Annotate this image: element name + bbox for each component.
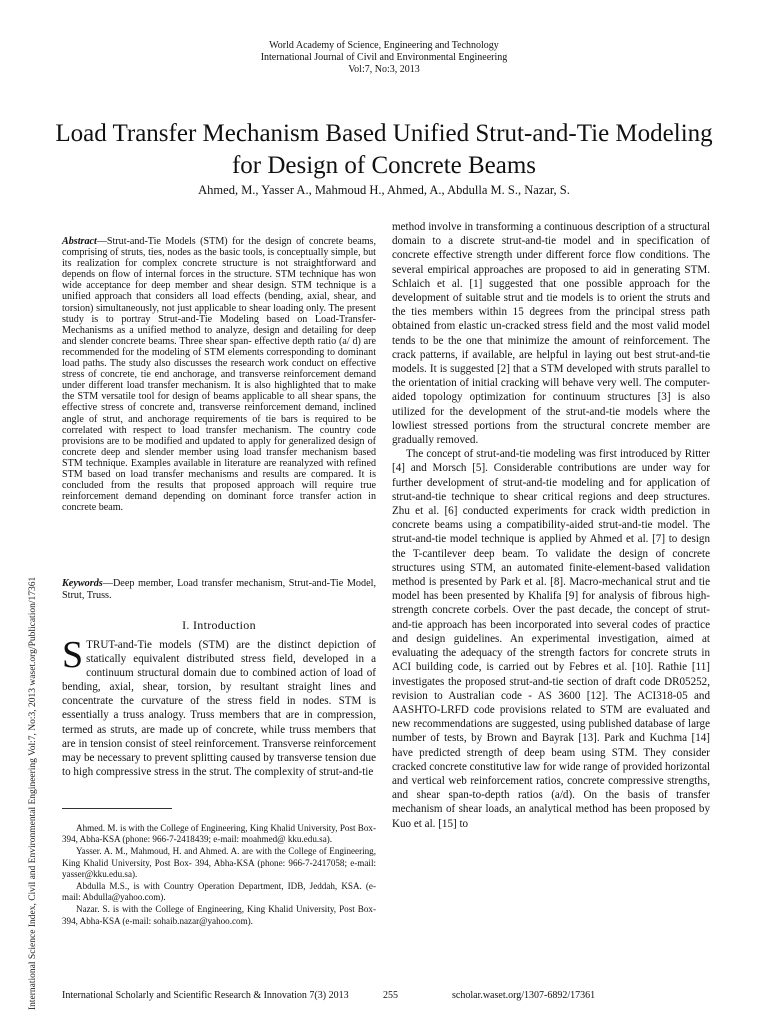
footnotes <box>62 823 376 928</box>
footnote-divider <box>62 808 172 809</box>
paper-title: Load Transfer Mechanism Based Unified Strut-and-Tie Modeling for Design of Concrete Beams <box>55 120 713 179</box>
footer-page-number: 255 <box>383 990 398 1001</box>
keywords-text: —Deep member, Load transfer mechanism, Strut-and-Tie Model, Strut, Truss. <box>62 578 376 601</box>
author-list: Ahmed, M., Yasser A., Mahmoud H., Ahmed, A., Abdulla M. S., Nazar, S. <box>198 183 570 197</box>
footnote: Nazar. S. is with the College of Engineering, King Khalid University, Post Box- 394, Abha-KSA (e-mail: sohaib.nazar@yahoo.com). <box>62 904 376 926</box>
header-line-3: Vol:7, No:3, 2013 <box>348 64 420 75</box>
side-index-text: International Science Index, Civil and Environmental Engineering Vol:7, No:3, 2013 waset.org/Publication/17361 <box>28 576 38 1010</box>
footnote: Yasser. A. M., Mahmoud, H. and Ahmed. A. are with the College of Engineering, King Khalid University, Post Box- 394, Abha-KSA (phone: 966-7-2417058; e-mail: yasser@kku.edu.sa). <box>62 846 376 879</box>
section-heading-introduction: I. Introduction <box>182 618 256 632</box>
right-column <box>392 220 710 831</box>
footer-url[interactable]: scholar.waset.org/1307-6892/17361 <box>452 990 596 1001</box>
header-line-2: International Journal of Civil and Environmental Engineering <box>260 52 508 63</box>
keywords <box>62 578 376 602</box>
introduction-text: TRUT-and-Tie models (STM) are the distinct depiction of statically equivalent distributed stress field, developed in a continuum structural domain due to combined action of load of bending, axial, shear, torsion, by resultant straight lines and concentrate the curvature of the stress field in nodes. STM is essentially a truss analogy. Truss members that are in compression, termed as struts, are made up of concrete, while truss members that are in tension consist of steel reinforcement. Transverse reinforcement may be necessary to prevent splitting caused by transverse tension due to high compressive stress in the strut. The complexity of strut-and-tie <box>62 639 376 778</box>
abstract-text: —Strut-and-Tie Models (STM) for the design of concrete beams, comprising of struts, ties, nodes as the basic tools, is conceptually simple, but its realization for complex concrete structure is not straightforward and depends on flow of internal forces in the structure. STM technique has won wide acceptance for deep member and shear design. STM technique is a unified approach that considers all load effects (bending, axial, shear, and torsion) simultaneously, not just applicable to shear loading only. The present study is to portray Strut-and-Tie Modeling based on Load-Transfer-Mechanisms as a unified method to analyze, design and detailing for deep and slender concrete beams. Three shear span- effective depth ratio (a/ d) are recommended for the modeling of STM elements corresponding to dominant load paths. The study also discusses the research work conduct on effective stress of concrete, tie end anchorage, and transverse reinforcement demand under different load transfer mechanism. It is also highlighted that to make the STM versatile tool for design of beams applicable to all shear spans, the effective stress of concrete and, transverse reinforcement demand, inclined angle of strut, and anchorage requirements of tie bars is required to be correlated with respect to load transfer mechanism. The country code provisions are to be modified and updated to apply for generalized design of concrete deep and slender member using load transfer mechanism based STM technique. Examples available in literature are reanalyzed with refined STM based on load transfer mechanisms and results are compared. It is concluded from the results that proposed approach will require true reinforcement demand depending on dominant force transfer action in concrete beam. <box>62 236 376 514</box>
header-line-1: World Academy of Science, Engineering and Technology <box>269 40 499 51</box>
journal-header <box>0 40 768 76</box>
right-paragraph-2: The concept of strut-and-tie modeling was first introduced by Ritter [4] and Morsch [5]. Considerable contributions are under way for further development of strut-and-tie modeling and for application of strut-and-tie technique to shear critical regions and deep structures. Zhu et al. [6] conducted experiments for crack width prediction in concrete beams using a compatibility-aided strut-and-tie model. The strut-and-tie model technique is applied by Ahmed et al. [7] to design the T-cantilever deep beam. To validate the design of concrete structures using STM, an automated finite-element-based validation method is presented by Park et al. [8]. Macro-mechanical strut and tie model has been presented by Khalifa [9] for analysis of fibrous high-strength concrete corbels. Over the past decade, the concept of strut-and-tie approach has been incorporated into several codes of practice and design guidelines. An experimental investigation, aimed at evaluating the adequacy of the strength factors for concrete struts in ACI building code, is carried out by Febres et al. [10]. Rathie [11] investigates the proposed strut-and-tie section of draft code DR05252, revision to Australian code - AS 3600 [12]. The ACI318-05 and AASHTO-LRFD code provisions related to STM are evaluated and new recommendations are suggested, using published database of large number of tests, by Brown and Bayrak [13]. Park and Kuchma [14] have predicted strength of deep beam using STM. They consider cracked concrete constitutive law for wide range of provided horizontal and vertical web reinforcement ratios, concrete compressive strengths, and shear span-to-depth ratios (a/d). On the basis of transfer mechanism of shear loads, an analytical method has been proposed by Kuo et al. [15] to <box>392 448 710 830</box>
drop-cap: S <box>62 634 84 676</box>
abstract-label: Abstract <box>62 236 97 247</box>
footnote: Ahmed. M. is with the College of Engineering, King Khalid University, Post Box- 394, Abha-KSA (phone: 966-7-2418439; e-mail: moahmed@ kku.edu.sa). <box>62 823 376 845</box>
abstract <box>62 236 376 513</box>
footer-publisher: International Scholarly and Scientific Research & Innovation 7(3) 2013 <box>62 990 349 1001</box>
right-paragraph-1: method involve in transforming a continuous description of a structural domain to a discrete strut-and-tie model and in specification of concrete effective strength under different force flow conditions. The several empirical approaches are proposed to aid in generating STM. Schlaich et al. [1] suggested that one possible approach for the development of suitable strut and tie models is to orient the struts and the ties members within 15 degrees from the principal stress path obtained from elastic un-cracked stress field and the most valid model tends to be the one that minimize the amount of reinforcement. The crack patterns, if available, are helpful in laying out best strut-and-tie models. It is suggested [2] that a STM developed with struts parallel to the orientation of initial cracking will behave very well. The computer-aided topology optimization for continuum structures [3] is also utilized for the development of the strut-and-tie models where the lowliest stressed portions from the structural concrete member are gradually removed. <box>392 221 710 447</box>
keywords-label: Keywords <box>62 578 103 589</box>
introduction-paragraph <box>62 634 376 779</box>
footnote: Abdulla M.S., is with Country Operation Department, IDB, Jeddah, KSA. (e-mail: Abdulla@yahoo.com). <box>62 881 376 903</box>
